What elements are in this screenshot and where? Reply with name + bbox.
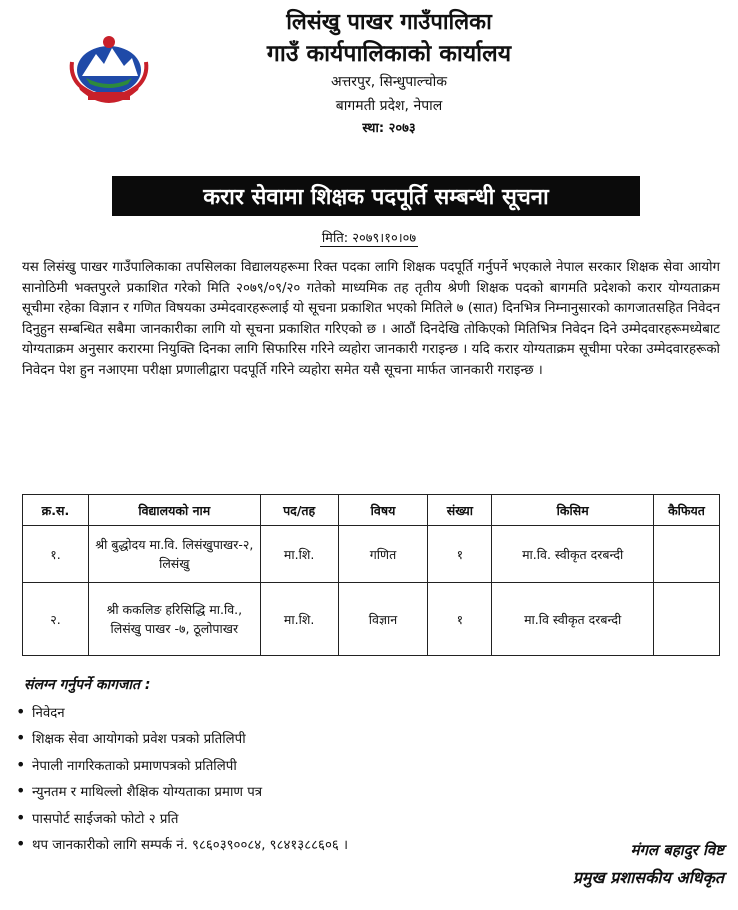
notice-date (0, 228, 738, 246)
notice-date-text: मिति: २०७९।१०।०७ (321, 231, 417, 246)
table-row (23, 526, 720, 583)
col-header-sn: क्र.स. (23, 495, 89, 526)
cell-count: १ (428, 526, 492, 583)
table-header-row (23, 495, 720, 526)
table-row (23, 583, 720, 656)
cell-remarks (654, 526, 720, 583)
notice-title: करार सेवामा शिक्षक पदपूर्ति सम्बन्धी सूचना (112, 176, 640, 216)
office-name: गाउँ कार्यपालिकाको कार्यालय (266, 41, 512, 67)
cell-type: मा.वि. स्वीकृत दरबन्दी (492, 526, 654, 583)
cell-post: मा.शि. (260, 526, 338, 583)
signatory-name: मंगल बहादुर विष्ट (630, 841, 724, 859)
cell-subject: गणित (338, 526, 428, 583)
attachments-list (16, 700, 348, 858)
attachments-title: संलग्न गर्नुपर्ने कागजात : (24, 677, 151, 693)
cell-remarks (654, 583, 720, 656)
established-year: स्था: २०७३ (362, 121, 416, 136)
cell-school: श्री बुद्धोदय मा.वि. लिसंखुपाखर-२, लिसंखु (88, 526, 260, 583)
cell-sn: २. (23, 583, 89, 656)
list-item: • न्युनतम र माथिल्लो शैक्षिक योग्यताका प्रमाण पत्र (16, 779, 348, 805)
municipality-name: लिसंखु पाखर गाउँपालिका (286, 10, 492, 35)
list-item: • पासपोर्ट साईजको फोटो २ प्रति (16, 806, 348, 832)
notice-body: यस लिसंखु पाखर गाउँपालिकाका तपसिलका विद्यालयहरूमा रिक्त पदका लागि शिक्षक पदपूर्ति गर्नुपर्ने भएकाले नेपाल सरकार शिक्षक सेवा आयोग सानोठिमी भक्तपुरले प्रकाशित गरेको मिति २०७९/०९/२० गतेको माध्यमिक तह तृतीय श्रेणी शिक्षक पदको बागमति प्रदेशको करार योग्यताक्रम सूचीमा रहेका विज्ञान र गणित विषयका उम्मेदवारहरूलाई यो सूचना प्रकाशित भएको मितिले ७ (सात) दिनभित्र निम्नानुसारको कागजातसहित निवेदन दिनुहुन सम्बन्धित सबैमा जानकारीका लागि यो सूचना प्रकाशित गरिएको छ । आठौं दिनदेखि तोकिएको मितिभित्र निवेदन दिने उम्मेदवारहरूमध्येबाट योग्यताक्रम अनुसार करारमा नियुक्ति दिनका लागि सिफारिस गरिने व्यहोरा जानकारी गराइन्छ । यदि करार योग्यताक्रम सूचीमा परेका उम्मेदवारहरूको निवेदन पेश हुन नआएमा परीक्षा प्रणालीद्वारा पदपूर्ति गरिने व्यहोरा समेत यसै सूचना मार्फत जानकारी गराइन्छ । (22, 260, 720, 378)
cell-count: १ (428, 583, 492, 656)
list-item: • नेपाली नागरिकताको प्रमाणपत्रको प्रतिलिपी (16, 753, 348, 779)
cell-school: श्री ककलिङ हरिसिद्धि मा.वि., लिसंखु पाखर -७, ठूलोपाखर (88, 583, 260, 656)
cell-post: मा.शि. (260, 583, 338, 656)
col-header-post: पद/तह (260, 495, 338, 526)
cell-type: मा.वि स्वीकृत दरबन्दी (492, 583, 654, 656)
vacancy-table (22, 494, 720, 656)
province-country: बागमती प्रदेश, नेपाल (335, 98, 443, 114)
list-item: • थप जानकारीको लागि सम्पर्क नं. ९८६०३९००८४, ९८४१३८८६०६ । (16, 832, 348, 858)
col-header-subject: विषय (338, 495, 428, 526)
col-header-school: विद्यालयको नाम (88, 495, 260, 526)
cell-subject: विज्ञान (338, 583, 428, 656)
office-address: अत्तरपुर, सिन्धुपाल्चोक (330, 74, 448, 90)
signature-block (573, 836, 724, 892)
list-item: • शिक्षक सेवा आयोगको प्रवेश पत्रको प्रतिलिपी (16, 726, 348, 752)
letterhead (0, 8, 738, 140)
col-header-count: संख्या (428, 495, 492, 526)
col-header-type: किसिम (492, 495, 654, 526)
list-item: • निवेदन (16, 700, 348, 726)
signatory-designation: प्रमुख प्रशासकीय अधिकृत (572, 868, 724, 887)
cell-sn: १. (23, 526, 89, 583)
col-header-remarks: कैफियत (654, 495, 720, 526)
